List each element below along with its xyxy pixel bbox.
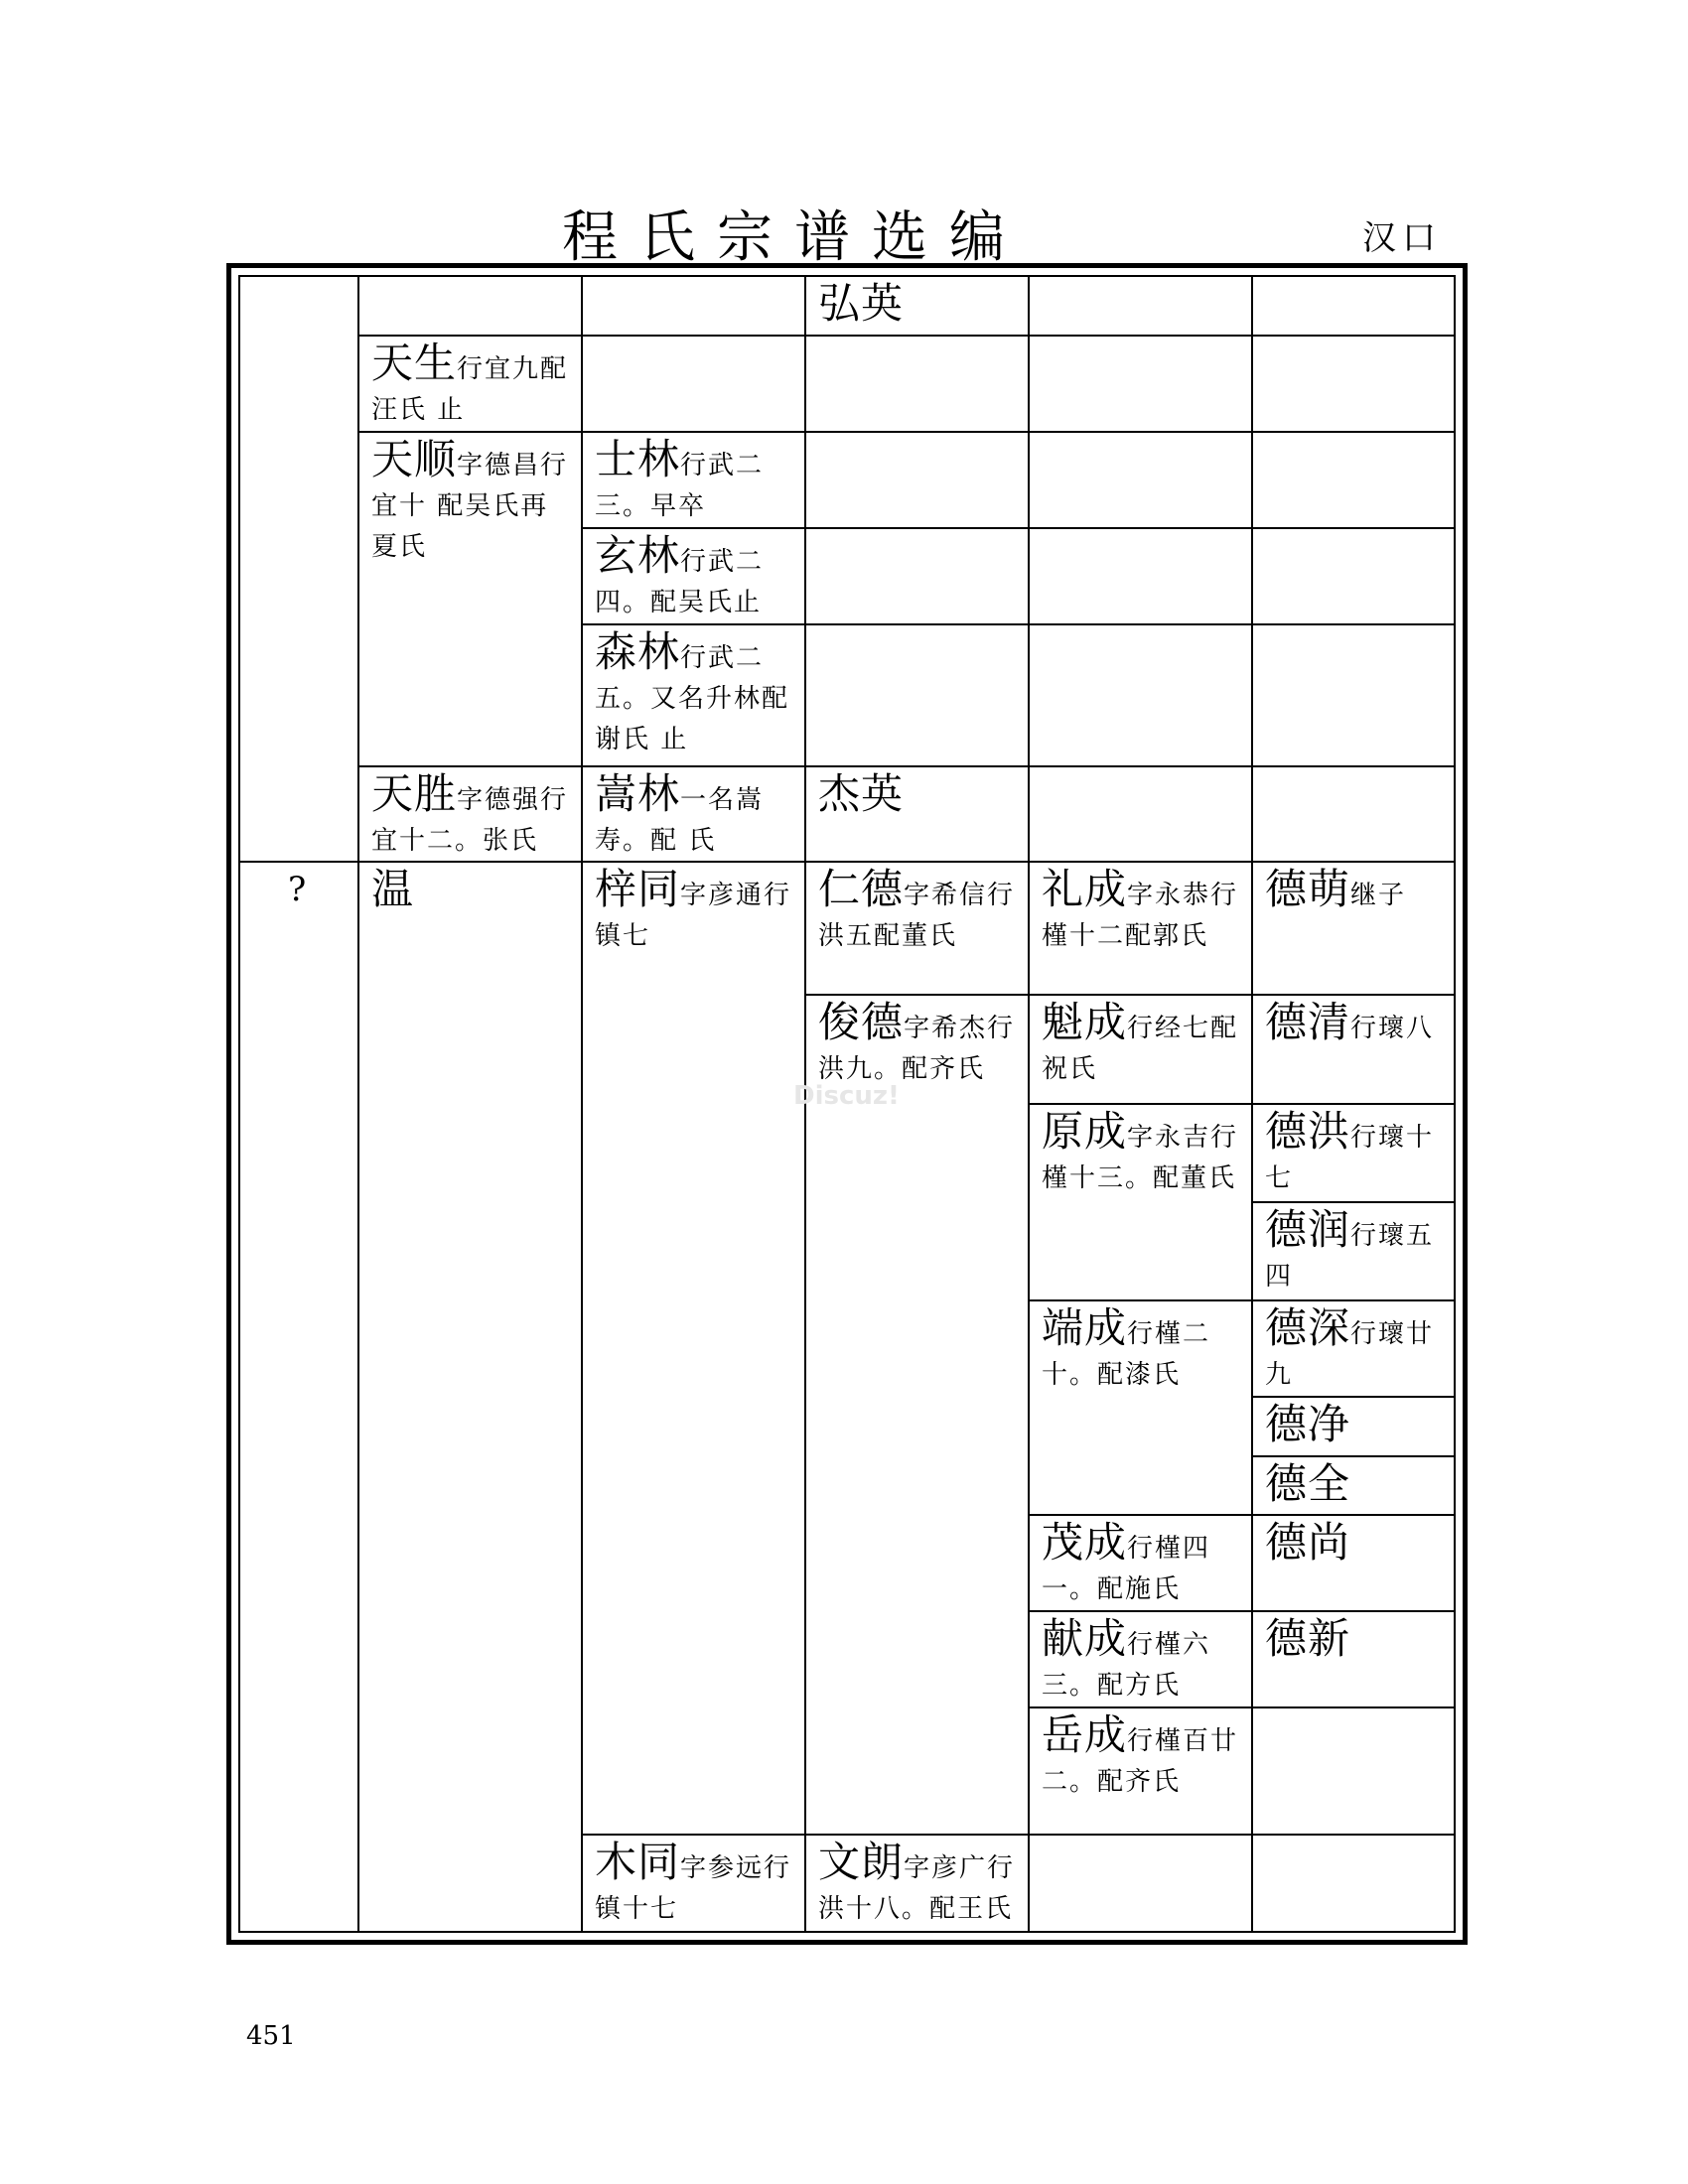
entry-note: 字希信行洪五配董氏: [818, 881, 1016, 951]
gen6-cell-empty: [1253, 625, 1454, 767]
gen6-cell-empty: [1253, 1708, 1454, 1836]
gen1-cell-unknown: [240, 863, 359, 1931]
gen5-cell-empty: [1030, 625, 1253, 767]
entry-note: 行瓌廿九: [1265, 1319, 1435, 1390]
entry-name: 原成: [1042, 1107, 1128, 1156]
entry-demeng: [1253, 863, 1454, 996]
entry-deqing: [1253, 996, 1454, 1105]
entry-note: 字参远行镇十七: [595, 1853, 792, 1924]
location-label: 汉口: [1362, 218, 1442, 258]
entry-name: 德润: [1265, 1205, 1351, 1254]
entry-name: 德清: [1265, 998, 1351, 1046]
gen5-cell-empty: [1030, 529, 1253, 625]
gen1-cell-empty: [240, 277, 359, 863]
unknown-mark: ?: [288, 870, 307, 909]
entry-rende: [806, 863, 1030, 996]
entry-name: 梓同: [595, 865, 681, 913]
entry-name: 德全: [1265, 1459, 1351, 1508]
entry-name: 文朗: [818, 1838, 905, 1886]
entry-note: 字德昌行宜十 配吴氏再夏氏: [371, 451, 569, 562]
gen6-cell-empty: [1253, 529, 1454, 625]
entry-name: 森林: [595, 627, 681, 676]
genealogy-table-frame: [226, 263, 1468, 1945]
entry-yuancheng: [1030, 1105, 1253, 1301]
entry-yuecheng: [1030, 1708, 1253, 1836]
entry-name: 礼成: [1042, 865, 1128, 913]
entry-name: 魁成: [1042, 998, 1128, 1046]
entry-duancheng: [1030, 1301, 1253, 1516]
gen4-cell-empty: [806, 433, 1030, 529]
entry-maocheng: [1030, 1516, 1253, 1612]
entry-deshen: [1253, 1301, 1454, 1398]
entry-dehong: [1253, 1105, 1454, 1203]
entry-tiansheng2: [359, 767, 583, 863]
entry-name: 天顺: [371, 435, 458, 483]
entry-senlin: [583, 625, 806, 767]
entry-name: 天生: [371, 339, 458, 387]
entry-name: 玄林: [595, 531, 681, 580]
gen6-cell-empty: [1253, 433, 1454, 529]
entry-name: 杰英: [818, 769, 905, 818]
entry-name: 茂成: [1042, 1518, 1128, 1567]
watermark-text: Discuz!: [793, 1081, 900, 1111]
entry-note: 行瓌八: [1350, 1014, 1435, 1043]
gen2-cell-empty: [359, 277, 583, 337]
entry-note: 字希杰行洪九。配齐氏: [818, 1014, 1016, 1084]
gen5-cell-empty: [1030, 277, 1253, 337]
gen6-cell-empty: [1253, 1836, 1454, 1931]
entry-xuanlin: [583, 529, 806, 625]
gen6-cell-empty: [1253, 767, 1454, 863]
entry-mutong: [583, 1836, 806, 1931]
entry-note: 行经七配祝氏: [1042, 1014, 1239, 1084]
entry-name: 德新: [1265, 1614, 1351, 1663]
entry-wenlang: [806, 1836, 1030, 1931]
entry-name: 德尚: [1265, 1518, 1351, 1567]
entry-note: 字彦通行镇七: [595, 881, 792, 951]
gen4-cell-empty: [806, 625, 1030, 767]
entry-dexin: [1253, 1612, 1454, 1708]
entry-shilin: [583, 433, 806, 529]
entry-note: 行武二四。配吴氏止: [595, 547, 765, 617]
entry-licheng: [1030, 863, 1253, 996]
entry-name: 献成: [1042, 1614, 1128, 1663]
genealogy-table: [238, 275, 1456, 1933]
gen3-cell-empty: [583, 337, 806, 433]
entry-zitong: [583, 863, 806, 1836]
gen3-cell-empty: [583, 277, 806, 337]
entry-name: 嵩林: [595, 769, 681, 818]
entry-name: 俊德: [818, 998, 905, 1046]
gen5-cell-empty: [1030, 433, 1253, 529]
entry-xiancheng: [1030, 1612, 1253, 1708]
entry-note: 字彦广行洪十八。配王氏: [818, 1853, 1016, 1924]
entry-note: 继子: [1350, 881, 1407, 910]
page-number: 451: [246, 2021, 296, 2051]
entry-name: 士林: [595, 435, 681, 483]
entry-note: 行槿二十。配漆氏: [1042, 1319, 1211, 1390]
gen4-cell-empty: [806, 337, 1030, 433]
entry-note: 一名嵩寿。配 氏: [595, 785, 765, 856]
entry-dequan: [1253, 1457, 1454, 1516]
entry-dejing: [1253, 1398, 1454, 1457]
entry-kuicheng: [1030, 996, 1253, 1105]
entry-wen: [359, 863, 583, 1931]
entry-tiansheng: [359, 337, 583, 433]
entry-name: 德净: [1265, 1400, 1351, 1448]
gen4-cell-empty: [806, 529, 1030, 625]
entry-derun: [1253, 1203, 1454, 1301]
entry-songlin: [583, 767, 806, 863]
entry-note: 行武二五。又名升林配谢氏 止: [595, 643, 790, 754]
entry-name: 温: [371, 865, 415, 913]
entry-note: 行武二三。早卒: [595, 451, 765, 521]
gen5-cell-empty: [1030, 1836, 1253, 1931]
entry-name: 端成: [1042, 1303, 1128, 1352]
entry-name: 德萌: [1265, 865, 1351, 913]
entry-name: 德洪: [1265, 1107, 1351, 1156]
page-title: 程氏宗谱选编: [562, 205, 1027, 270]
entry-note: 字永吉行槿十三。配董氏: [1042, 1123, 1239, 1193]
entry-deshang: [1253, 1516, 1454, 1612]
entry-note: 字永恭行槿十二配郭氏: [1042, 881, 1239, 951]
entry-name: 岳成: [1042, 1710, 1128, 1759]
entry-name: 德深: [1265, 1303, 1351, 1352]
entry-name: 仁德: [818, 865, 905, 913]
entry-note: 行槿百廿二。配齐氏: [1042, 1726, 1239, 1797]
entry-jieying: [806, 767, 1030, 863]
entry-note: 行瓌五四: [1265, 1221, 1435, 1292]
gen6-cell-empty: [1253, 337, 1454, 433]
entry-note: 行槿六三。配方氏: [1042, 1630, 1211, 1701]
entry-tianshun: [359, 433, 583, 767]
entry-note: 行瓌十七: [1265, 1123, 1435, 1193]
gen6-cell-empty: [1253, 277, 1454, 337]
entry-junde: [806, 996, 1030, 1836]
entry-note: 行槿四一。配施氏: [1042, 1534, 1211, 1604]
gen5-cell-empty: [1030, 337, 1253, 433]
gen5-cell-empty: [1030, 767, 1253, 863]
entry-name: 木同: [595, 1838, 681, 1886]
entry-note: 字德强行宜十二。张氏: [371, 785, 569, 856]
entry-note: 行宜九配汪氏 止: [371, 354, 569, 425]
entry-hongying: [806, 277, 1030, 337]
entry-name: 天胜: [371, 769, 458, 818]
entry-name: 弘英: [818, 279, 905, 328]
